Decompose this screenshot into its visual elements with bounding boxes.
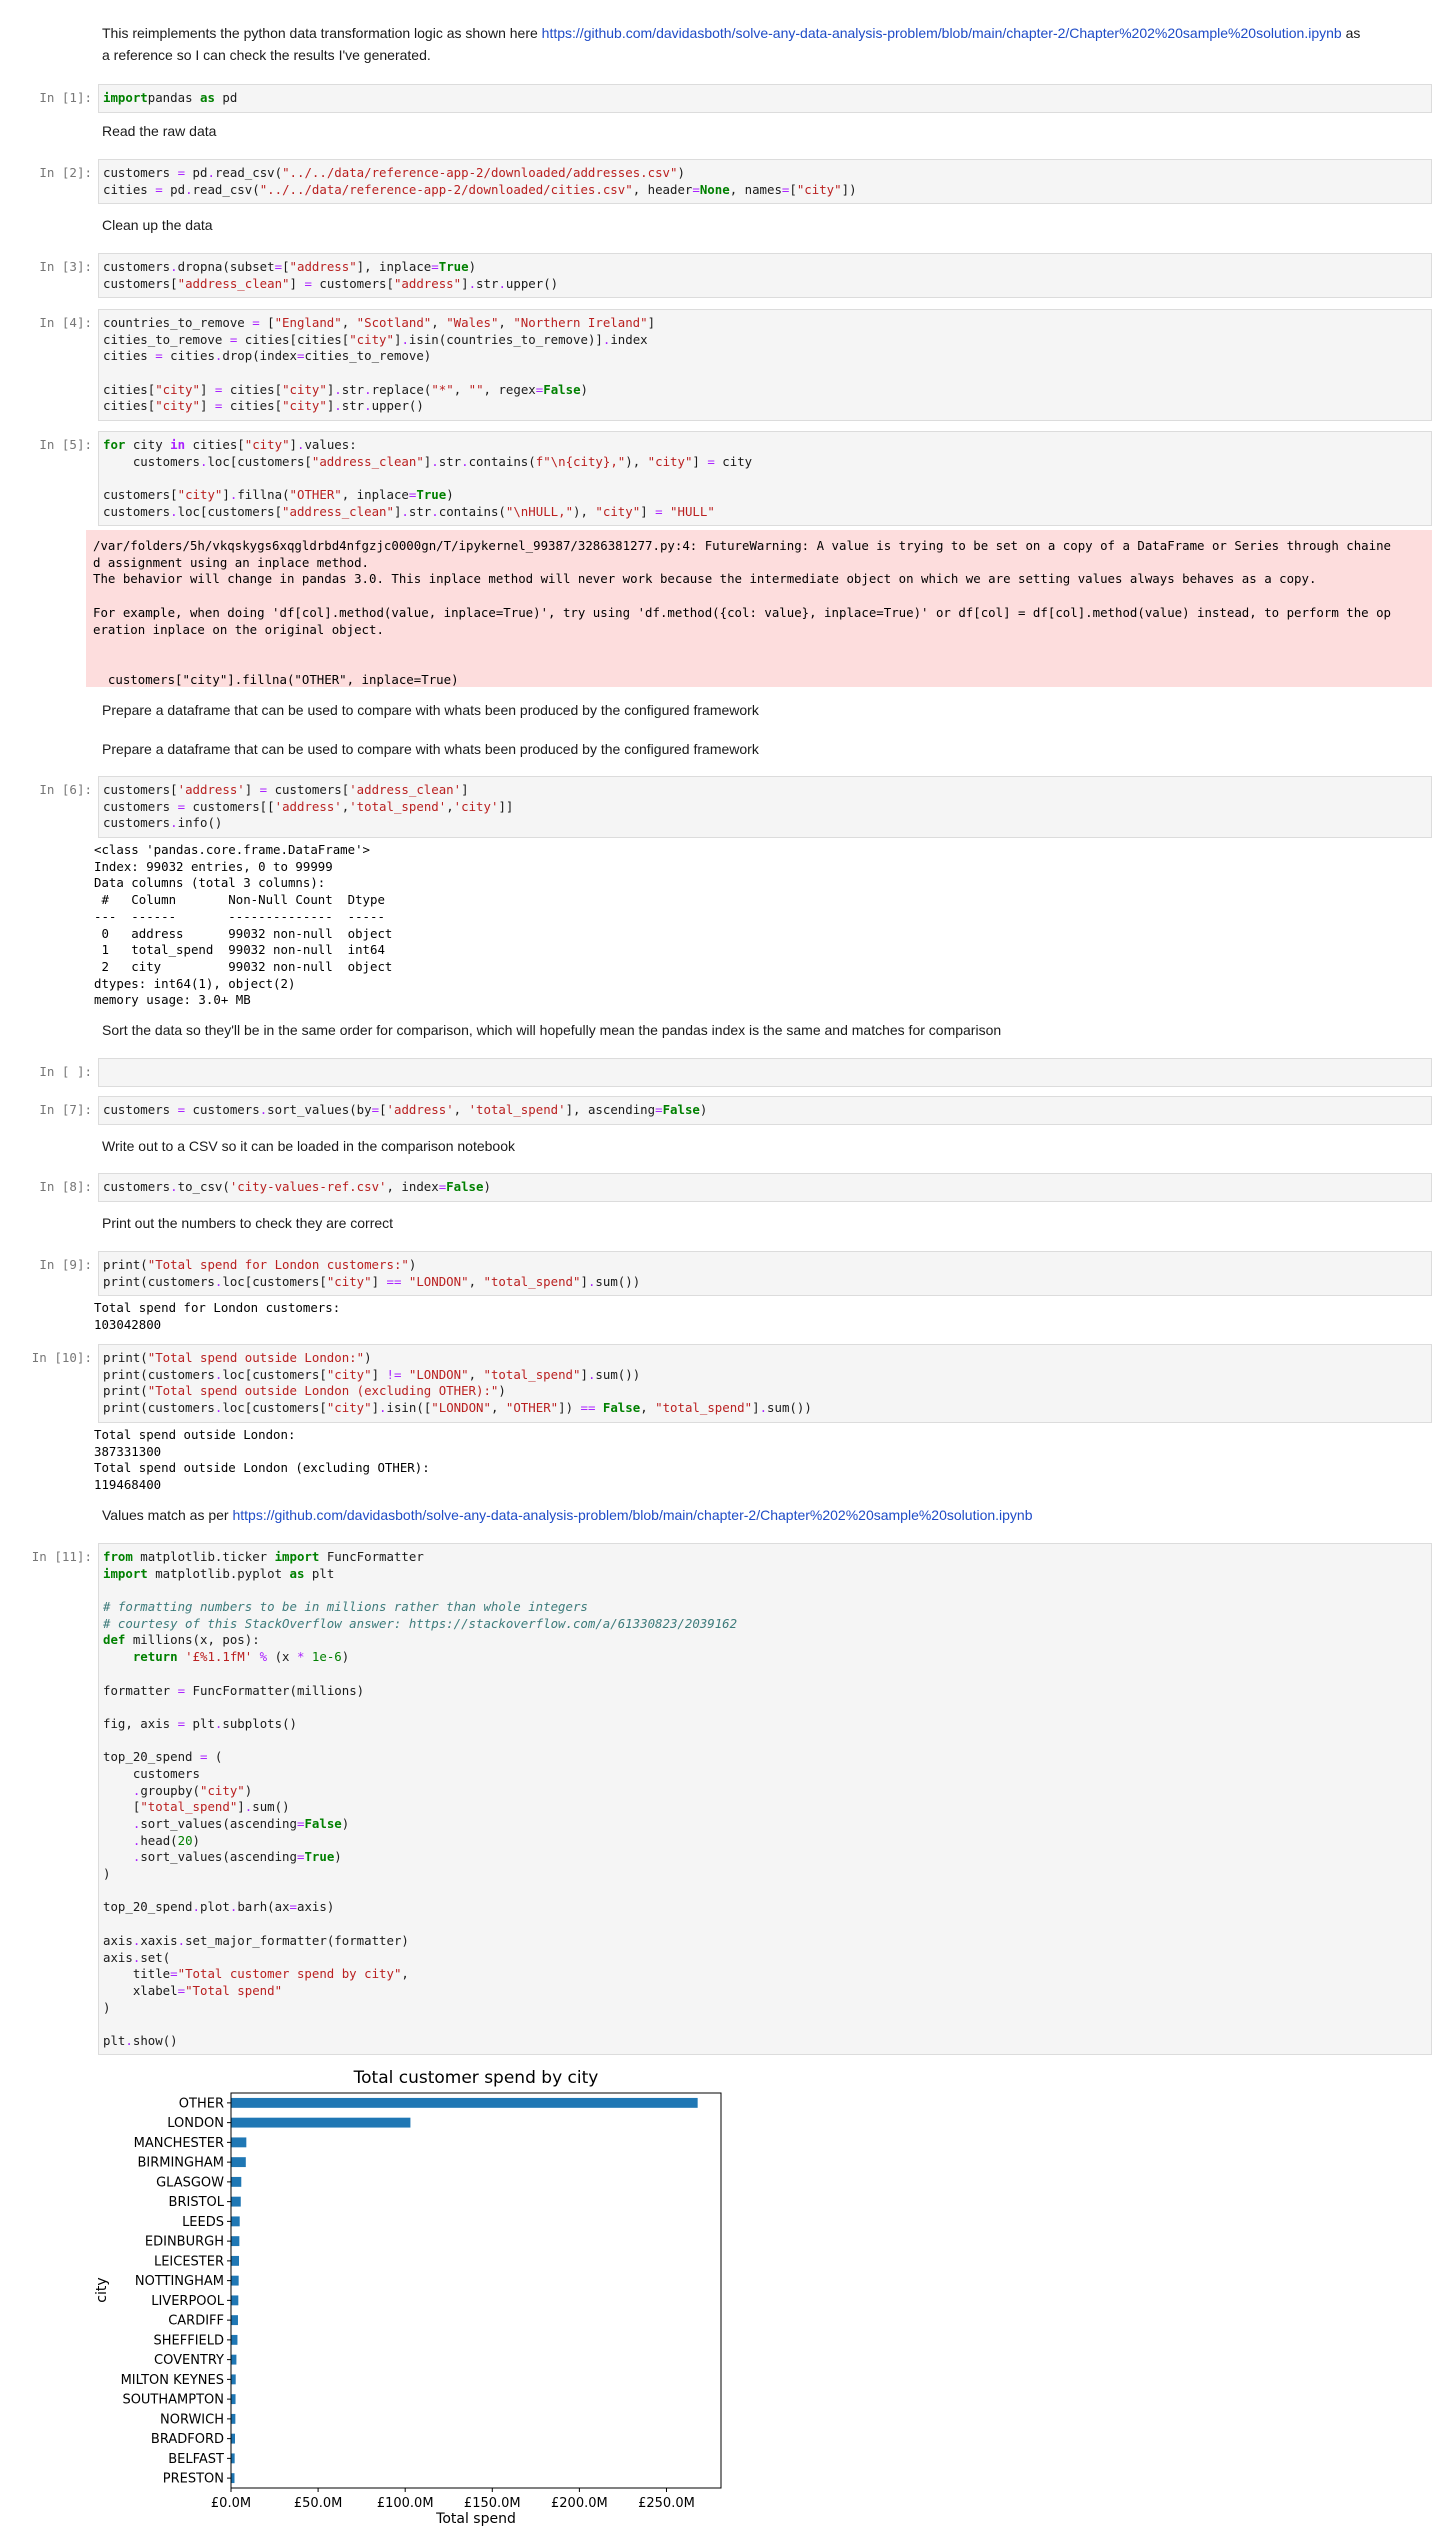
code-line: cities = cities.drop(index=cities_to_remove) [103, 348, 432, 364]
code-line: customers.loc[customers["address_clean"].str.contains("\nHULL,"), "city"] = "HULL" [103, 503, 715, 519]
bar-cardiff [231, 2315, 238, 2325]
intro-text-after: as [1341, 25, 1361, 41]
y-tick-label: BELFAST [168, 2451, 224, 2467]
code-line: top_20_spend = ( [103, 1749, 223, 1765]
bar-leeds [231, 2216, 240, 2226]
y-tick-label: SOUTHAMPTON [122, 2392, 224, 2408]
x-tick-label: £150.0M [463, 2496, 521, 2511]
code-cell-1[interactable] [98, 84, 1432, 113]
code-line: print("Total spend outside London (excluding OTHER):") [103, 1383, 506, 1399]
bar-bristol [231, 2197, 241, 2207]
code-line: # formatting numbers to be in millions rather than whole integers [103, 1599, 588, 1615]
code-line: customers = customers[['address','total_spend','city']] [103, 798, 514, 814]
x-tick-label: £200.0M [551, 2496, 608, 2511]
y-tick-label: PRESTON [162, 2471, 224, 2487]
code-line: def millions(x, pos): [103, 1632, 260, 1648]
bar-manchester [231, 2137, 246, 2147]
code-cell-2[interactable] [98, 159, 1432, 204]
code-line [103, 470, 1427, 487]
code-line: customers = customers.sort_values(by=['address', 'total_spend'], ascending=False) [103, 1102, 708, 1117]
code-line [103, 1699, 1427, 1716]
markdown-values-match [102, 1504, 1432, 1526]
y-tick-label: MILTON KEYNES [120, 2372, 224, 2388]
x-tick-label: £50.0M [293, 2496, 343, 2511]
code-cell-5[interactable] [98, 431, 1432, 526]
bar-southampton [231, 2394, 236, 2404]
code-line: customers.dropna(subset=["address"], inplace=True) [103, 259, 477, 274]
code-line: print(customers.loc[customers["city"].isin(["LONDON", "OTHER"]) == False, "total_spend"].sum()) [103, 1400, 812, 1416]
code-line: for city in cities["city"].values: [103, 437, 357, 452]
y-tick-label: NOTTINGHAM [134, 2274, 224, 2290]
code-line [103, 1582, 1427, 1599]
bar-edinburgh [231, 2236, 239, 2246]
code-line: ) [103, 1866, 111, 1882]
code-cell-11[interactable] [98, 1543, 1432, 2055]
y-tick-label: EDINBURGH [144, 2234, 224, 2250]
london-spend-output: Total spend for London customers: 103042800 [94, 1300, 341, 1332]
code-line [103, 1916, 1427, 1933]
code-line: .groupby("city") [132, 1782, 253, 1798]
bar-london [231, 2118, 410, 2128]
cell-prompt: In [4]: [39, 315, 92, 330]
code-line: customers["address_clean"] = customers["address"].str.upper() [103, 275, 559, 291]
code-line: customers['address'] = customers['address_clean'] [103, 782, 469, 797]
intro-markdown [102, 22, 1432, 66]
y-tick-label: BRADFORD [150, 2432, 224, 2448]
code-line: cities["city"] = cities["city"].str.upper() [103, 398, 424, 414]
intro-text-line2: a reference so I can check the results I've generated. [102, 47, 431, 63]
y-tick-label: LEICESTER [153, 2254, 224, 2270]
plot-frame [231, 2093, 721, 2488]
bar-glasgow [231, 2177, 241, 2187]
code-line [103, 1883, 1427, 1900]
code-line: customers["city"].fillna("OTHER", inplace=True) [103, 487, 454, 503]
code-line: cities = pd.read_csv("../../data/reference-app-2/downloaded/cities.csv", header=None, names=["city"]) [103, 181, 857, 197]
intro-reference-link[interactable]: https://github.com/davidasboth/solve-any-data-analysis-problem/blob/main/chapter-2/Chapter%202%20sample%20solution.ipynb [541, 25, 1342, 41]
x-tick-label: £0.0M [210, 2496, 252, 2511]
bar-belfast [231, 2453, 235, 2463]
y-tick-label: BRISTOL [168, 2195, 224, 2211]
code-line: customers.to_csv('city-values-ref.csv', index=False) [103, 1179, 491, 1194]
code-cell-8[interactable] [98, 1173, 1432, 1202]
dataframe-info-output: <class 'pandas.core.frame.DataFrame'> Index: 99032 entries, 0 to 99999 Data columns (total 3 columns): # Column Non-Null Count Dtype --- ------ -------------- ----- 0 address 99032 non-null object 1 total_spend 99032 non-null int64 2 city 99032 non-null object dtypes: int64(1), object(2) memory usage: 3.0+ MB [94, 842, 393, 1008]
bar-sheffield [231, 2335, 237, 2345]
code-line: .sort_values(ascending=False) [132, 1816, 350, 1831]
code-line: .sort_values(ascending=True) [132, 1849, 342, 1865]
cell-prompt: In [7]: [39, 1102, 92, 1117]
code-line: ) [103, 1999, 111, 2015]
code-line: .head(20) [132, 1832, 201, 1848]
code-line: fig, axis = plt.subplots() [103, 1715, 297, 1731]
code-line: top_20_spend.plot.barh(ax=axis) [103, 1899, 335, 1915]
cell-prompt: In [11]: [31, 1549, 92, 1564]
y-tick-label: CARDIFF [168, 2313, 224, 2329]
code-cell-3[interactable] [98, 253, 1432, 298]
values-match-link[interactable]: https://github.com/davidasboth/solve-any-data-analysis-problem/blob/main/chapter-2/Chapter%202%20sample%20solution.ipynb [232, 1507, 1033, 1523]
code-line: customers.loc[customers["address_clean"].str.contains(f"\n{city},"), "city"] = city [103, 453, 753, 469]
y-tick-label: COVENTRY [154, 2353, 224, 2369]
cell-prompt: In [6]: [39, 782, 92, 797]
markdown-read-raw: Read the raw data [102, 123, 217, 139]
x-axis-label: Total spend [436, 2511, 516, 2527]
bar-preston [231, 2473, 234, 2483]
bar-bradford [231, 2434, 235, 2444]
code-cell-7[interactable] [98, 1096, 1432, 1125]
code-line [103, 365, 1427, 382]
cell-prompt: In [ ]: [39, 1064, 92, 1079]
bar-milton-keynes [231, 2374, 236, 2384]
code-line [103, 1666, 1427, 1683]
code-line: customers.info() [103, 815, 223, 831]
code-line: cities["city"] = cities["city"].str.replace("*", "", regex=False) [103, 381, 589, 397]
code-line: # courtesy of this StackOverflow answer: https://stackoverflow.com/a/61330823/2039162 [103, 1615, 738, 1631]
markdown-print-numbers: Print out the numbers to check they are correct [102, 1215, 394, 1231]
code-line: ["total_spend"].sum() [103, 1799, 290, 1815]
markdown-prepare-dataframe-2: Prepare a dataframe that can be used to compare with whats been produced by the configured framework [102, 741, 759, 757]
code-line: cities_to_remove = cities[cities["city"].isin(countries_to_remove)].index [103, 331, 648, 347]
code-line [103, 1733, 1427, 1750]
code-line: customers [103, 1765, 200, 1781]
y-tick-label: LIVERPOOL [151, 2293, 224, 2309]
code-line: axis.xaxis.set_major_formatter(formatter) [103, 1932, 409, 1948]
x-tick-label: £250.0M [638, 2496, 695, 2511]
bar-norwich [231, 2414, 235, 2424]
code-line: customers = pd.read_csv("../../data/reference-app-2/downloaded/addresses.csv") [103, 165, 685, 180]
chart-title: Total customer spend by city [353, 2068, 599, 2088]
bar-coventry [231, 2355, 236, 2365]
code-cell-10[interactable] [98, 1344, 1432, 1423]
cell-prompt: In [10]: [31, 1350, 92, 1365]
code-cell-empty[interactable] [98, 1058, 1432, 1087]
values-match-text: Values match as per [102, 1507, 233, 1523]
spend-by-city-chart [86, 2058, 766, 2528]
cell-prompt: In [8]: [39, 1179, 92, 1194]
code-line: print(customers.loc[customers["city"] != "LONDON", "total_spend"].sum()) [103, 1366, 641, 1382]
code-line: import matplotlib.pyplot as plt [103, 1565, 335, 1581]
bar-liverpool [231, 2295, 238, 2305]
code-cell-4[interactable] [98, 309, 1432, 421]
code-line: plt.show() [103, 2032, 178, 2048]
x-tick-label: £100.0M [376, 2496, 434, 2511]
y-tick-label: OTHER [178, 2096, 224, 2112]
bar-nottingham [231, 2276, 239, 2286]
y-tick-label: LONDON [167, 2116, 224, 2132]
markdown-clean-up: Clean up the data [102, 217, 213, 233]
cell-prompt: In [5]: [39, 437, 92, 452]
markdown-prepare-dataframe: Prepare a dataframe that can be used to compare with whats been produced by the configured framework [102, 702, 759, 718]
future-warning-output: /var/folders/5h/vkqskygs6xqgldrbd4nfgzjc0000gn/T/ipykernel_99387/3286381277.py:4: FutureWarning: A value is trying to be set on a copy of a DataFrame or Series through chaine d assignment using an inplace method. The behavior will change in pandas 3.0. This inplace method will never work because the intermediate object on which we are setting values always behaves as a copy. For example, when doing 'df[col].method(value, inplace=True)', try using 'df.method({col: value}, inplace=True)' or df[col] = df[col].method(value) instead, to perform the op eration inplace on the original object. customers["city"].fillna("OTHER", inplace=True) [86, 530, 1432, 687]
cell-prompt: In [3]: [39, 259, 92, 274]
code-line: from matplotlib.ticker import FuncFormatter [103, 1549, 424, 1564]
cell-prompt: In [1]: [39, 90, 92, 105]
bar-birmingham [231, 2157, 246, 2167]
code-line: countries_to_remove = ["England", "Scotland", "Wales", "Northern Ireland"] [103, 315, 656, 330]
y-tick-label: BIRMINGHAM [137, 2155, 224, 2171]
y-tick-label: MANCHESTER [133, 2135, 224, 2151]
code-line [103, 2016, 1427, 2033]
code-line: print("Total spend for London customers:") [103, 1257, 417, 1272]
code-cell-6[interactable] [98, 776, 1432, 838]
markdown-sort-data: Sort the data so they'll be in the same order for comparison, which will hopefully mean the pandas index is the same and matches for comparison [102, 1022, 1002, 1038]
y-axis-label: city [94, 2277, 110, 2303]
markdown-write-csv: Write out to a CSV so it can be loaded in the comparison notebook [102, 1138, 515, 1154]
cell-prompt: In [9]: [39, 1257, 92, 1272]
code-line: title="Total customer spend by city", [103, 1966, 409, 1982]
bar-leicester [231, 2256, 239, 2266]
intro-text: This reimplements the python data transformation logic as shown here [102, 25, 542, 41]
y-tick-label: LEEDS [182, 2214, 224, 2230]
y-tick-label: SHEFFIELD [153, 2333, 224, 2349]
code-line: importpandas as pd [103, 90, 238, 105]
code-line: return '£%1.1fM' % (x * 1e-6) [132, 1649, 350, 1665]
cell-prompt: In [2]: [39, 165, 92, 180]
code-line [103, 1064, 1427, 1081]
y-tick-label: GLASGOW [156, 2175, 224, 2191]
code-line: axis.set( [103, 1949, 171, 1965]
code-line: formatter = FuncFormatter(millions) [103, 1682, 365, 1698]
bar-other [231, 2098, 698, 2108]
code-line: print(customers.loc[customers["city"] == "LONDON", "total_spend"].sum()) [103, 1273, 641, 1289]
code-cell-9[interactable] [98, 1251, 1432, 1296]
y-tick-label: NORWICH [159, 2412, 224, 2428]
outside-london-spend-output: Total spend outside London: 387331300 Total spend outside London (excluding OTHER): 119468400 [94, 1427, 430, 1493]
code-line: xlabel="Total spend" [103, 1982, 283, 1998]
code-line: print("Total spend outside London:") [103, 1350, 372, 1365]
